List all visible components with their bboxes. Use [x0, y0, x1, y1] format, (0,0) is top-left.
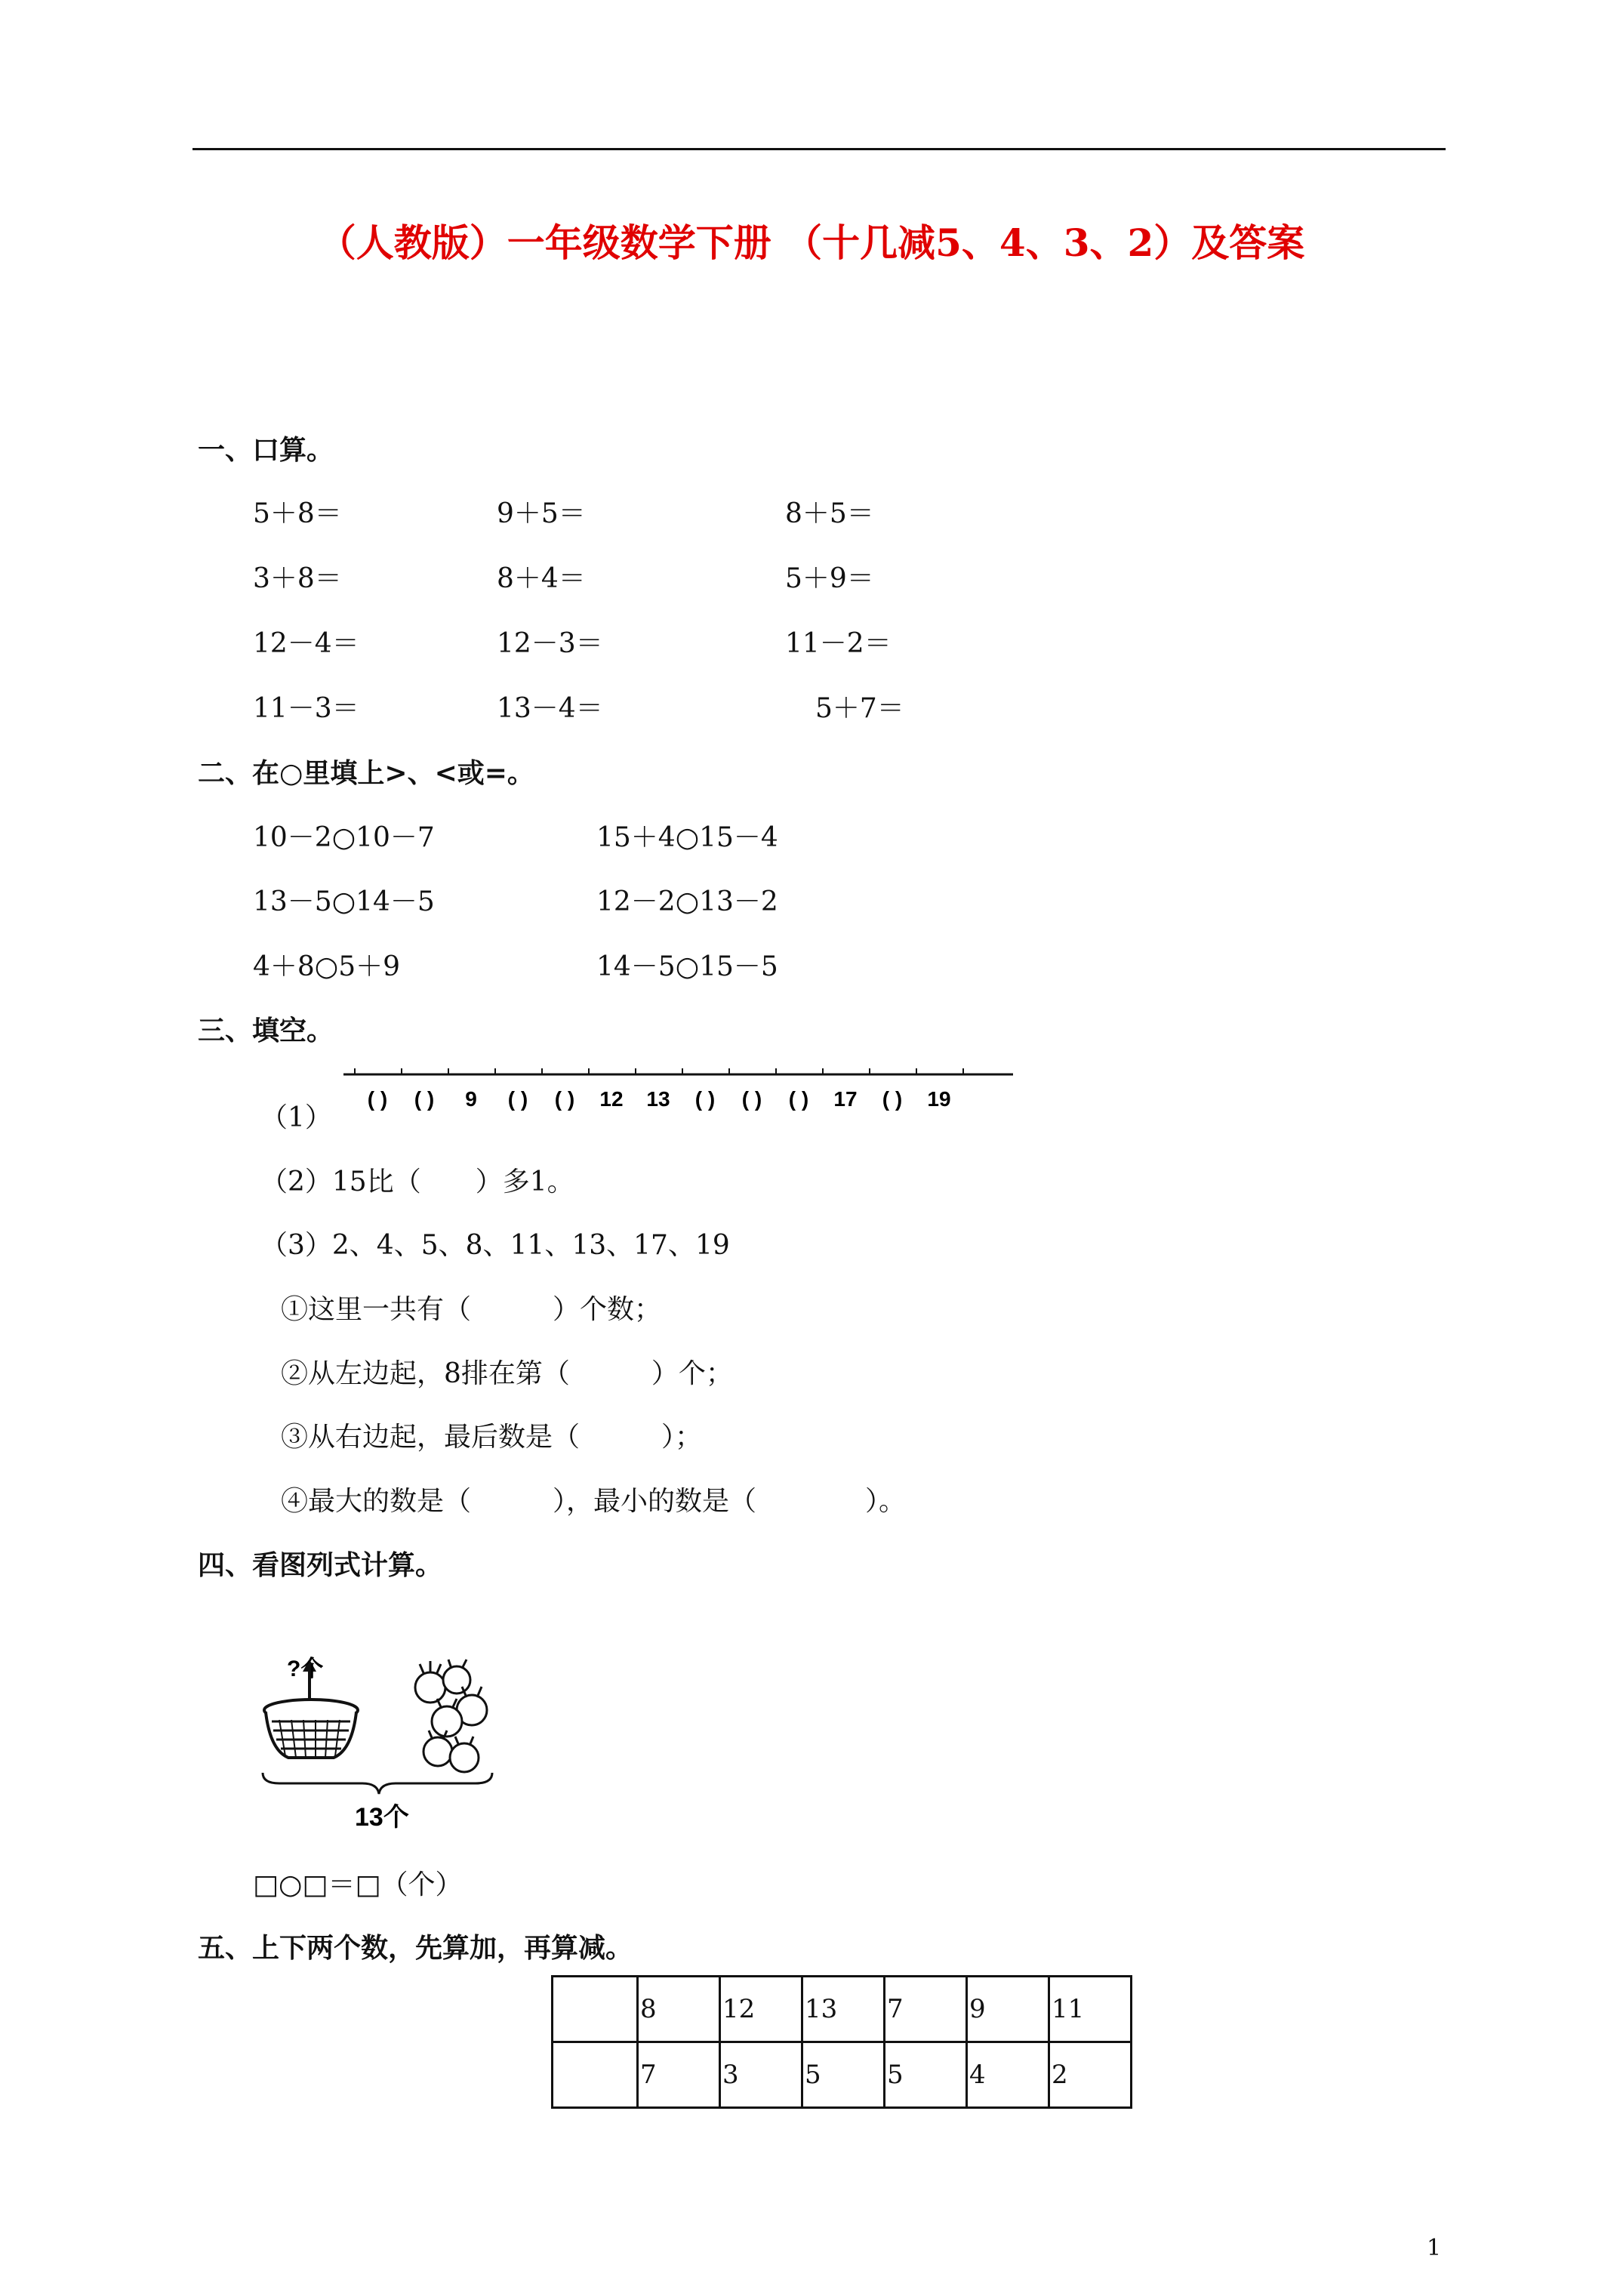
- table-cell: 7: [885, 1977, 967, 2042]
- number-line-label: 13: [646, 1087, 670, 1111]
- oral-item: 12－3＝: [497, 628, 603, 659]
- question-label: ?个: [287, 1657, 324, 1681]
- total-label: 13个: [355, 1803, 409, 1832]
- table-cell: 5: [802, 2042, 885, 2108]
- number-line-label: ( ): [882, 1087, 903, 1111]
- number-line-label: ( ): [694, 1087, 716, 1111]
- table-cell: [553, 2042, 638, 2108]
- fill-q2: （2）15比（ ）多1。: [260, 1166, 574, 1197]
- add-subtract-table: [551, 1975, 1132, 2109]
- page-title: （人教版）一年级数学下册 （十几减5、4、3、2）及答案: [318, 220, 1305, 265]
- oral-item: 11－3＝: [253, 693, 359, 724]
- radish-icon: [415, 1660, 487, 1772]
- header-rule: [192, 148, 1446, 150]
- number-line-label: ( ): [507, 1087, 528, 1111]
- number-line-label: ( ): [554, 1087, 575, 1111]
- compare-item: 10－2○10－7: [253, 822, 435, 853]
- number-line: [340, 1061, 1019, 1136]
- section-2-heading: 二、在○里填上>、<或=。: [198, 757, 534, 789]
- number-line-label: 17: [833, 1087, 858, 1111]
- fill-q3: （3）2、4、5、8、11、13、17、19: [260, 1230, 730, 1261]
- table-cell: 4: [967, 2042, 1049, 2108]
- fill-sub1: ①这里一共有（ ）个数；: [281, 1294, 662, 1325]
- table-row: [553, 1977, 1132, 2042]
- basket-icon: [264, 1700, 358, 1758]
- table-cell: 8: [638, 1977, 720, 2042]
- number-line-label: 19: [927, 1087, 951, 1111]
- table-cell: 13: [802, 1977, 885, 2042]
- compare-item: 4＋8○5＋9: [253, 951, 401, 982]
- section-1-heading: 一、口算。: [198, 434, 334, 466]
- table-cell: 9: [967, 1977, 1049, 2042]
- section-4-heading: 四、看图列式计算。: [198, 1549, 443, 1581]
- section-5-heading: 五、上下两个数，先算加，再算减。: [198, 1932, 633, 1964]
- oral-item: 8＋5＝: [785, 498, 874, 529]
- oral-item: 5＋7＝: [815, 693, 904, 724]
- compare-item: 15＋4○15－4: [596, 822, 778, 853]
- basket-picture: [249, 1646, 513, 1835]
- brace: [263, 1773, 492, 1794]
- oral-item: 12－4＝: [253, 628, 359, 659]
- oral-item: 5＋9＝: [785, 563, 874, 594]
- page-number: 1: [1427, 2235, 1442, 2261]
- oral-item: 13－4＝: [497, 693, 603, 724]
- table-row: [553, 2042, 1132, 2108]
- compare-item: 13－5○14－5: [253, 886, 435, 917]
- table-cell: 3: [720, 2042, 802, 2108]
- table-cell: 2: [1049, 2042, 1132, 2108]
- section-3-heading: 三、填空。: [198, 1015, 334, 1046]
- table-cell: 7: [638, 2042, 720, 2108]
- fill-sub4: ④最大的数是（ ），最小的数是（ ）。: [281, 1486, 907, 1517]
- number-line-labels: [368, 1087, 951, 1111]
- table-cell: 11: [1049, 1977, 1132, 2042]
- oral-item: 11－2＝: [785, 628, 892, 659]
- number-line-label: 12: [599, 1087, 624, 1111]
- compare-item: 12－2○13－2: [596, 886, 778, 917]
- picture-equation: □○□＝□（个）: [253, 1869, 463, 1900]
- oral-item: 9＋5＝: [497, 498, 586, 529]
- table-cell: [553, 1977, 638, 2042]
- table-cell: 12: [720, 1977, 802, 2042]
- table-cell: 5: [885, 2042, 967, 2108]
- number-line-label: 9: [465, 1087, 477, 1111]
- oral-item: 5＋8＝: [253, 498, 342, 529]
- fill-sub2: ②从左边起，8排在第（ ）个；: [281, 1358, 733, 1389]
- oral-item: 3＋8＝: [253, 563, 342, 594]
- number-line-label: ( ): [788, 1087, 809, 1111]
- number-line-label: ( ): [367, 1087, 388, 1111]
- number-line-label: ( ): [414, 1087, 435, 1111]
- compare-item: 14－5○15－5: [596, 951, 778, 982]
- oral-item: 8＋4＝: [497, 563, 586, 594]
- number-line-label: ( ): [741, 1087, 762, 1111]
- fill-q1-label: （1）: [260, 1102, 332, 1133]
- fill-sub3: ③从右边起，最后数是（ ）；: [281, 1422, 703, 1453]
